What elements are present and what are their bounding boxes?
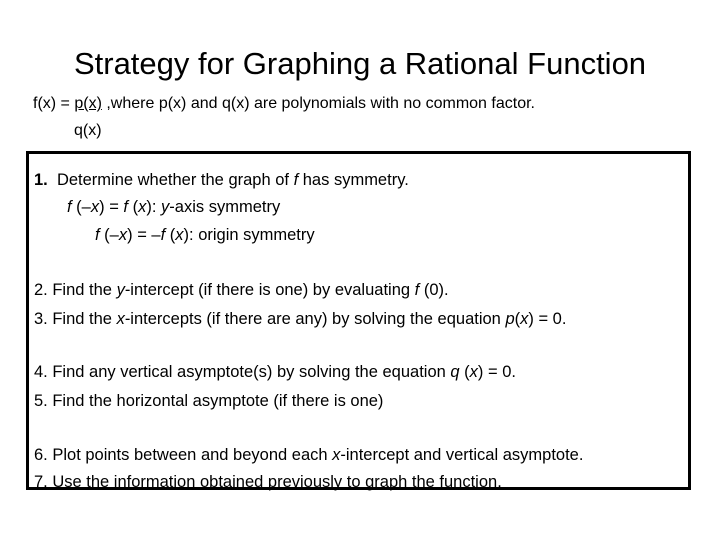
definition-lhs: f(x) = — [33, 95, 75, 112]
strategy-box — [26, 151, 691, 490]
function-definition — [33, 93, 535, 115]
step-1-number: 1. — [34, 171, 48, 189]
slide-title: Strategy for Graphing a Rational Function — [73, 46, 647, 81]
step-1: 1. Determine whether the graph of f has symmetry. — [34, 171, 409, 189]
step-3: 3. Find the x-intercepts (if there are any) by solving the equation p(x) = 0. — [34, 310, 567, 328]
step-1-origin-symmetry: f (–x) = –f (x): origin symmetry — [95, 226, 315, 244]
definition-text: ,where p(x) and q(x) are polynomials with no common factor. — [101, 95, 535, 112]
step-2: 2. Find the y-intercept (if there is one) by evaluating f (0). — [34, 281, 449, 299]
definition-denominator: q(x) — [74, 122, 102, 139]
step-7: 7. Use the information obtained previously to graph the function. — [34, 473, 502, 491]
step-4: 4. Find any vertical asymptote(s) by solving the equation q (x) = 0. — [34, 363, 516, 381]
step-6: 6. Plot points between and beyond each x-intercept and vertical asymptote. — [34, 446, 584, 464]
step-1-y-axis-symmetry: f (–x) = f (x): y-axis symmetry — [67, 198, 281, 216]
step-5: 5. Find the horizontal asymptote (if there is one) — [34, 392, 384, 410]
definition-numerator: p(x) — [74, 95, 102, 112]
